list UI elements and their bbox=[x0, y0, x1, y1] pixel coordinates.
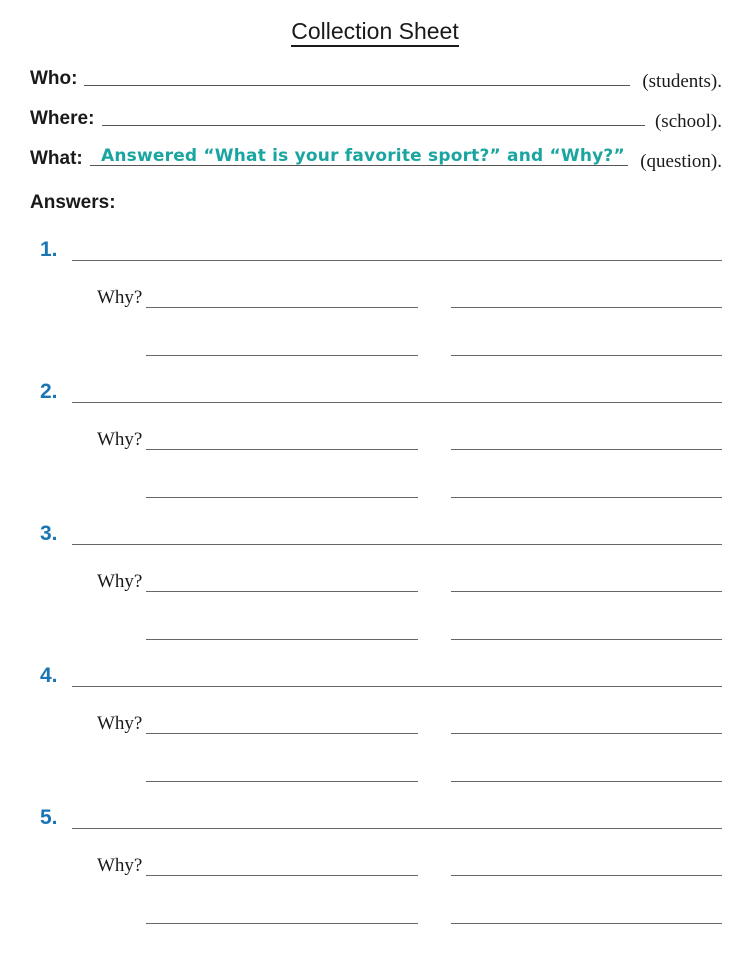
why-line[interactable] bbox=[451, 355, 722, 356]
page-title-wrap bbox=[0, 18, 750, 45]
answer-item-4 bbox=[0, 664, 750, 806]
what-label: What: bbox=[30, 148, 83, 169]
why-line[interactable] bbox=[146, 733, 418, 734]
where-input-line[interactable] bbox=[102, 125, 645, 126]
page-title: Collection Sheet bbox=[291, 18, 459, 47]
answer-item-2 bbox=[0, 380, 750, 522]
why-line[interactable] bbox=[451, 307, 722, 308]
answer-line[interactable] bbox=[72, 260, 722, 261]
why-line[interactable] bbox=[451, 591, 722, 592]
answer-item-5 bbox=[0, 806, 750, 948]
what-value: Answered “What is your favorite sport?” and “Why?” bbox=[101, 146, 625, 166]
why-line[interactable] bbox=[146, 307, 418, 308]
what-field-row bbox=[30, 144, 722, 174]
why-line[interactable] bbox=[451, 781, 722, 782]
answer-number: 2. bbox=[40, 380, 58, 403]
why-line[interactable] bbox=[451, 639, 722, 640]
why-label: Why? bbox=[97, 287, 143, 308]
answer-item-3 bbox=[0, 522, 750, 664]
answer-line[interactable] bbox=[72, 686, 722, 687]
why-label: Why? bbox=[97, 429, 143, 450]
why-line[interactable] bbox=[451, 733, 722, 734]
who-label: Who: bbox=[30, 68, 78, 89]
why-line[interactable] bbox=[146, 497, 418, 498]
why-line[interactable] bbox=[146, 875, 418, 876]
who-input-line[interactable] bbox=[84, 85, 630, 86]
who-suffix: (students). bbox=[642, 71, 722, 92]
why-line[interactable] bbox=[451, 449, 722, 450]
where-label: Where: bbox=[30, 108, 95, 129]
answers-label: Answers: bbox=[30, 192, 116, 213]
answer-number: 1. bbox=[40, 238, 58, 261]
answer-line[interactable] bbox=[72, 402, 722, 403]
why-line[interactable] bbox=[146, 449, 418, 450]
why-line[interactable] bbox=[146, 923, 418, 924]
why-line[interactable] bbox=[451, 923, 722, 924]
why-label: Why? bbox=[97, 713, 143, 734]
why-line[interactable] bbox=[451, 497, 722, 498]
answer-line[interactable] bbox=[72, 828, 722, 829]
answer-line[interactable] bbox=[72, 544, 722, 545]
where-suffix: (school). bbox=[654, 111, 722, 132]
why-line[interactable] bbox=[146, 355, 418, 356]
why-label: Why? bbox=[97, 855, 143, 876]
why-line[interactable] bbox=[146, 591, 418, 592]
answer-number: 3. bbox=[40, 522, 58, 545]
answer-number: 4. bbox=[40, 664, 58, 687]
why-line[interactable] bbox=[451, 875, 722, 876]
why-line[interactable] bbox=[146, 639, 418, 640]
what-suffix: (question). bbox=[640, 151, 722, 172]
why-label: Why? bbox=[97, 571, 143, 592]
who-field-row bbox=[30, 64, 722, 94]
answer-item-1 bbox=[0, 238, 750, 380]
why-line[interactable] bbox=[146, 781, 418, 782]
answer-number: 5. bbox=[40, 806, 58, 829]
where-field-row bbox=[30, 104, 722, 134]
